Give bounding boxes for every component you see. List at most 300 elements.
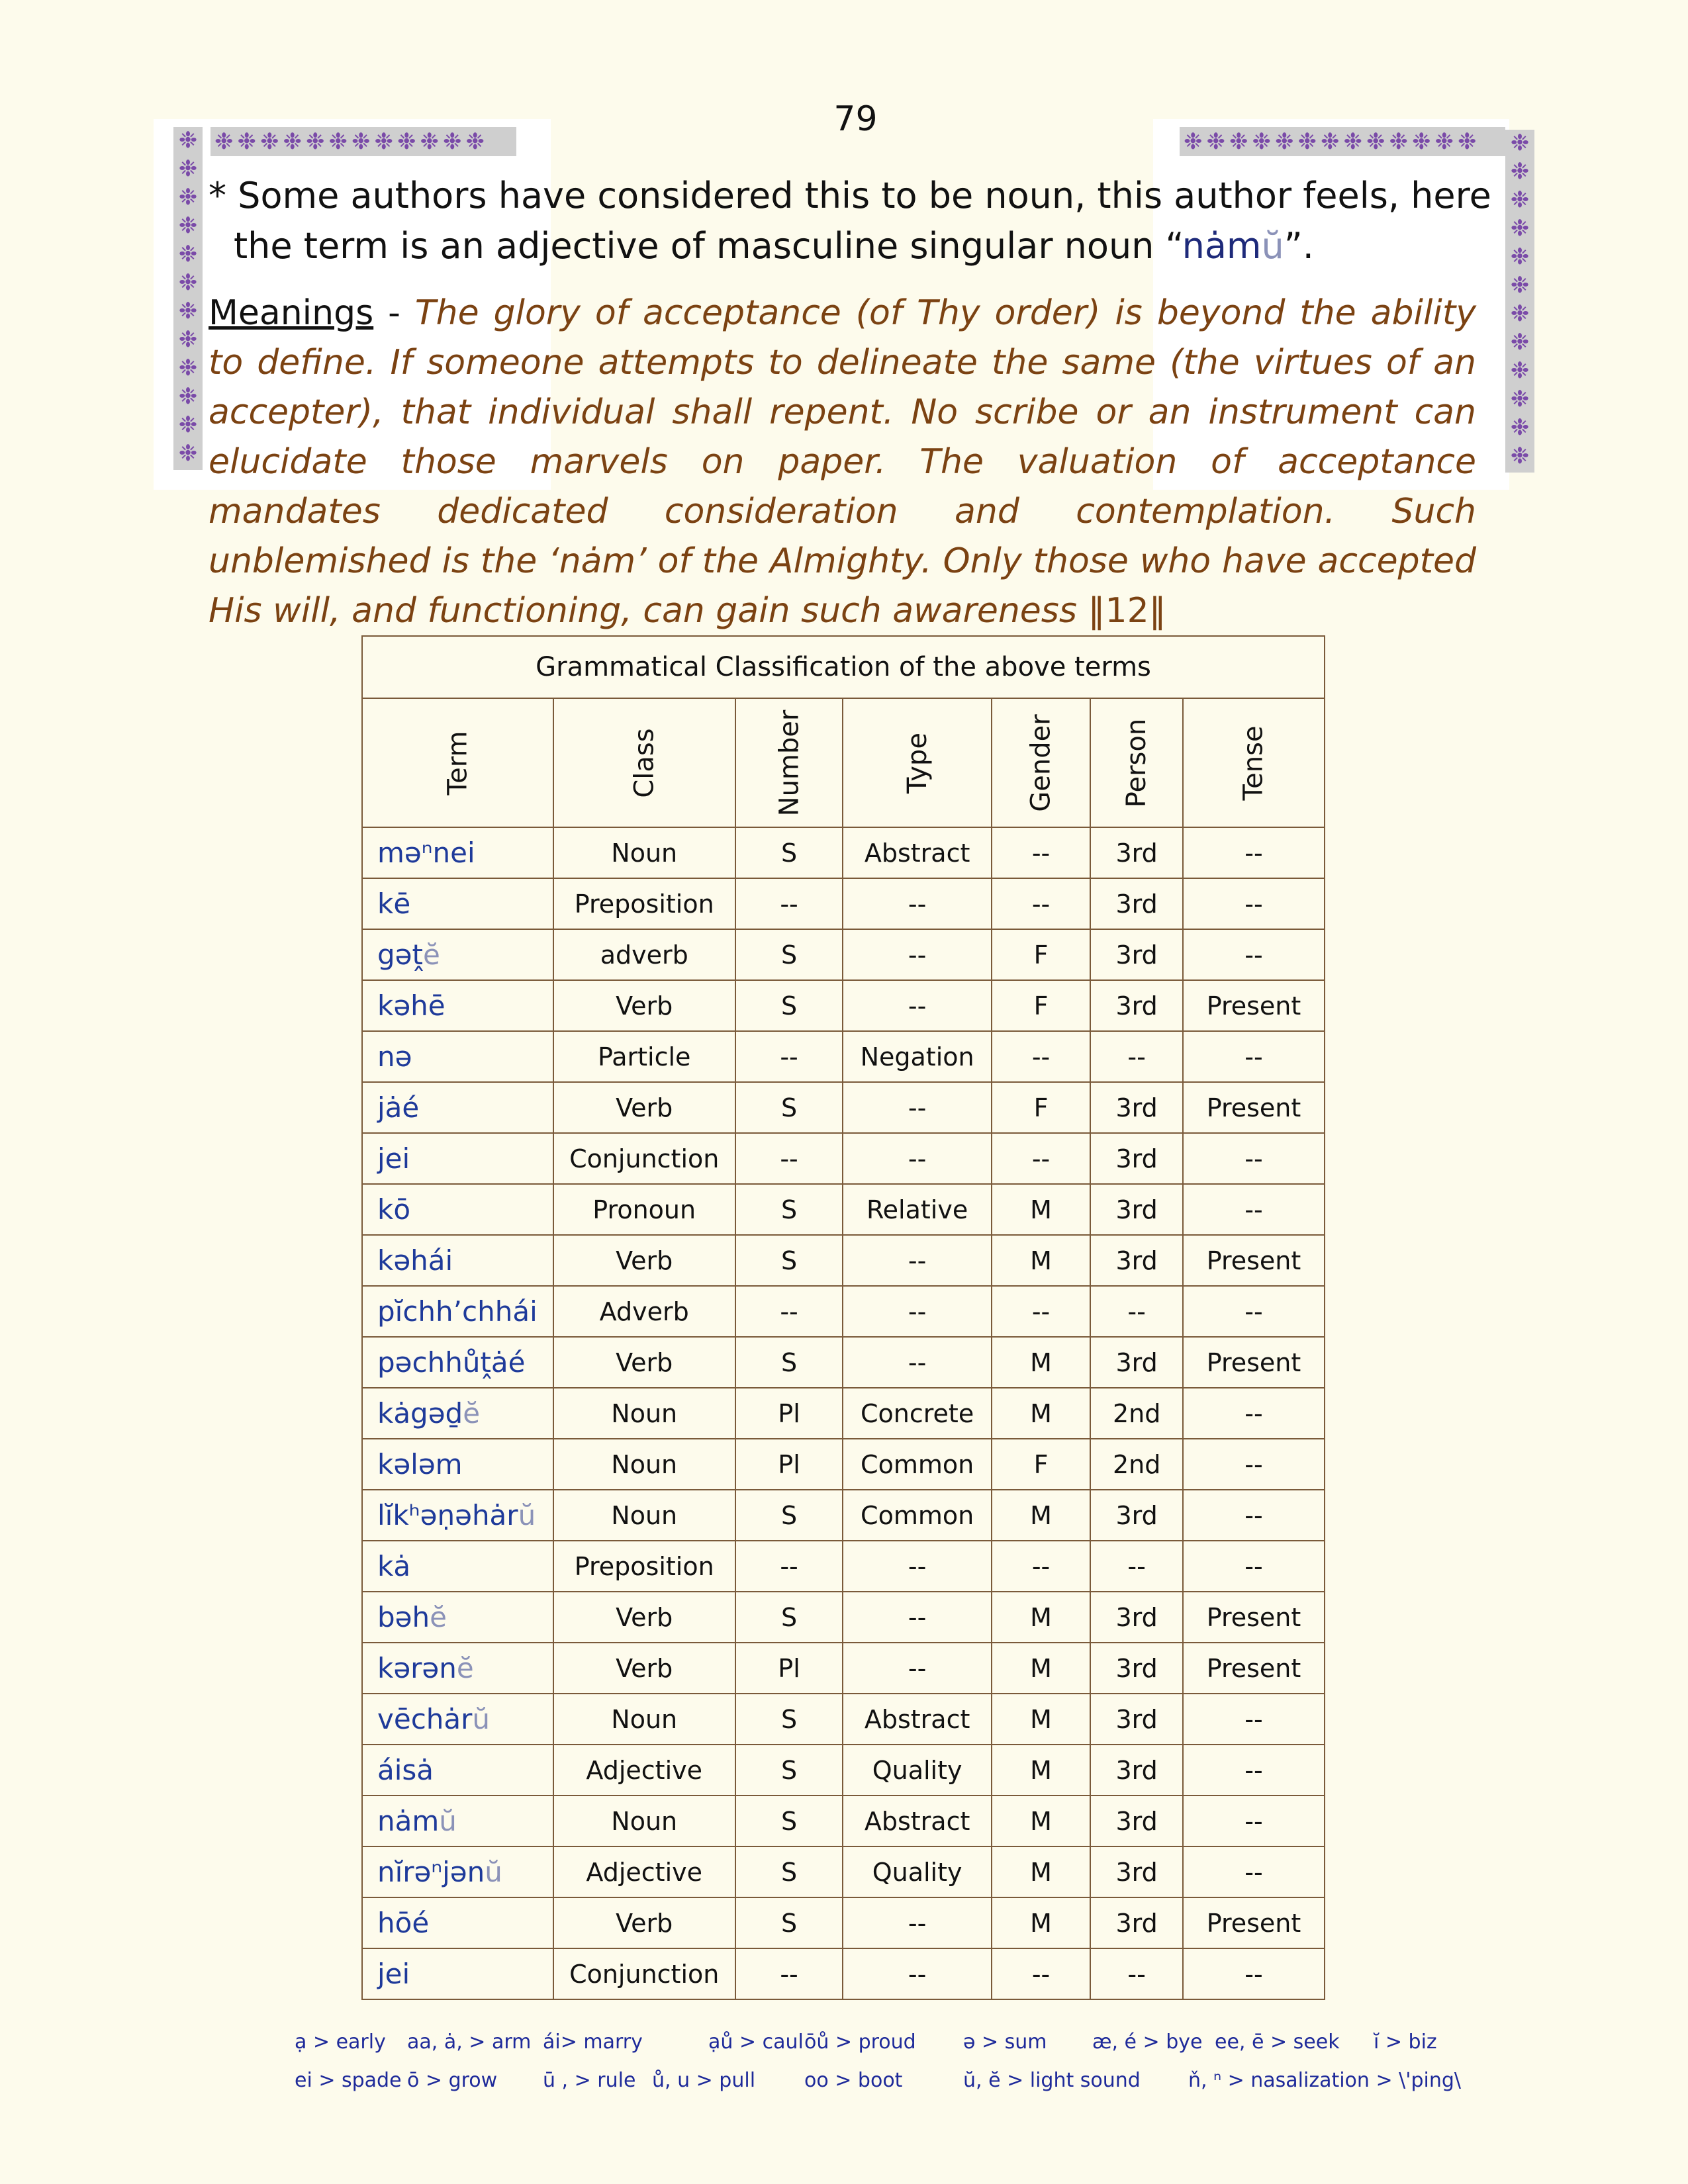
term-cell <box>362 878 553 929</box>
meanings-text: The glory of acceptance (of Thy order) is beyond the ability to define. If someone attempts to delineate the same (the virtues of an accepter), that individual shall repent. No scribe or an instrument can elucidate those marvels on paper. The valuation of acceptance mandates dedicated consideration and contemplation. Such unblemished is the ‘nȧm’ of the Almighty. Only those who have accepted His will, and functioning, can gain such awareness <box>209 293 1476 631</box>
term-cell <box>362 1541 553 1592</box>
ornament-icon: ❉ <box>1389 128 1408 155</box>
term-text: məⁿnei <box>377 837 475 869</box>
ornament-icon: ❉ <box>328 128 348 155</box>
column-header-tense <box>1183 698 1325 827</box>
number-cell: S <box>735 1897 843 1948</box>
tense-cell: Present <box>1183 1337 1325 1388</box>
term-ending: ĕ <box>456 1652 474 1684</box>
type-cell: -- <box>843 1133 991 1184</box>
table-row <box>362 878 1325 929</box>
person-cell: 3rd <box>1090 1133 1183 1184</box>
term-text: nə <box>377 1040 412 1073</box>
table-row <box>362 1592 1325 1643</box>
table-header-row <box>362 698 1325 827</box>
legend-item: ō > grow <box>407 2069 498 2092</box>
footnote <box>209 171 1491 271</box>
table-row <box>362 827 1325 878</box>
term-text: bəh <box>377 1601 430 1633</box>
number-cell: S <box>735 1796 843 1846</box>
tense-cell: -- <box>1183 1948 1325 1999</box>
ornament-border-top-left <box>211 127 516 156</box>
type-cell: -- <box>843 878 991 929</box>
column-header-label: Type <box>902 732 933 794</box>
gender-cell: -- <box>992 1286 1090 1337</box>
ornament-icon: ❉ <box>214 128 234 155</box>
term-cell <box>362 1184 553 1235</box>
ornament-icon: ❉ <box>283 128 302 155</box>
person-cell: 3rd <box>1090 1643 1183 1694</box>
number-cell: -- <box>735 1948 843 1999</box>
person-cell: 3rd <box>1090 1897 1183 1948</box>
person-cell: -- <box>1090 1541 1183 1592</box>
term-cell <box>362 1337 553 1388</box>
tense-cell: -- <box>1183 929 1325 980</box>
term-text: kərən <box>377 1652 457 1684</box>
legend-item: aa, ȧ, > arm <box>407 2030 532 2054</box>
person-cell: 3rd <box>1090 827 1183 878</box>
term-cell <box>362 1948 553 1999</box>
ornament-icon: ❉ <box>178 355 198 381</box>
tense-cell: Present <box>1183 1235 1325 1286</box>
table-row <box>362 1337 1325 1388</box>
gender-cell: M <box>992 1388 1090 1439</box>
gender-cell: -- <box>992 1133 1090 1184</box>
term-text: kələm <box>377 1448 463 1480</box>
ornament-icon: ❉ <box>1252 128 1271 155</box>
type-cell: Abstract <box>843 1694 991 1745</box>
gender-cell: -- <box>992 878 1090 929</box>
ornament-icon: ❉ <box>178 156 198 182</box>
column-header-number <box>735 698 843 827</box>
ornament-icon: ❉ <box>397 128 416 155</box>
class-cell: adverb <box>553 929 735 980</box>
ornament-icon: ❉ <box>178 383 198 410</box>
ornament-icon: ❉ <box>352 128 371 155</box>
table-row <box>362 1897 1325 1948</box>
term-cell <box>362 1490 553 1541</box>
table-row <box>362 1643 1325 1694</box>
person-cell: 3rd <box>1090 1796 1183 1846</box>
number-cell: -- <box>735 878 843 929</box>
person-cell: 3rd <box>1090 1592 1183 1643</box>
class-cell: Preposition <box>553 878 735 929</box>
term-cell <box>362 1897 553 1948</box>
column-header-type <box>843 698 991 827</box>
person-cell: 3rd <box>1090 929 1183 980</box>
gender-cell: M <box>992 1337 1090 1388</box>
column-header-label: Gender <box>1025 713 1056 812</box>
legend-item: ĭ > biz <box>1374 2030 1437 2054</box>
ornament-icon: ❉ <box>178 440 198 467</box>
ornament-icon: ❉ <box>260 128 279 155</box>
person-cell: 3rd <box>1090 1235 1183 1286</box>
person-cell: -- <box>1090 1286 1183 1337</box>
ornament-icon: ❉ <box>1510 215 1530 242</box>
tense-cell: -- <box>1183 1490 1325 1541</box>
class-cell: Conjunction <box>553 1948 735 1999</box>
class-cell: Conjunction <box>553 1133 735 1184</box>
term-cell <box>362 1031 553 1082</box>
ornament-icon: ❉ <box>178 127 198 154</box>
legend-item: ạ > early <box>295 2030 386 2054</box>
ornament-icon: ❉ <box>1321 128 1340 155</box>
class-cell: Verb <box>553 1337 735 1388</box>
number-cell: S <box>735 1592 843 1643</box>
term-text: kəhē <box>377 989 445 1022</box>
ornament-icon: ❉ <box>1366 128 1385 155</box>
class-cell: Adjective <box>553 1745 735 1796</box>
term-text: kȧ <box>377 1550 411 1582</box>
ornament-icon: ❉ <box>1510 187 1530 213</box>
ornament-icon: ❉ <box>1343 128 1362 155</box>
table-row <box>362 929 1325 980</box>
term-ending: ŭ <box>518 1499 536 1531</box>
type-cell: Relative <box>843 1184 991 1235</box>
class-cell: Noun <box>553 827 735 878</box>
type-cell: Abstract <box>843 1796 991 1846</box>
term-cell <box>362 1235 553 1286</box>
term-text: pəchhůṱȧé <box>377 1346 526 1379</box>
gender-cell: -- <box>992 1948 1090 1999</box>
type-cell: -- <box>843 929 991 980</box>
legend-item: ŭ, ĕ > light sound <box>963 2069 1141 2092</box>
number-cell: -- <box>735 1286 843 1337</box>
ornament-icon: ❉ <box>178 212 198 239</box>
gender-cell: M <box>992 1796 1090 1846</box>
person-cell: 3rd <box>1090 1745 1183 1796</box>
number-cell: -- <box>735 1541 843 1592</box>
gender-cell: M <box>992 1694 1090 1745</box>
gender-cell: F <box>992 929 1090 980</box>
gender-cell: F <box>992 1439 1090 1490</box>
ornament-icon: ❉ <box>1510 357 1530 384</box>
gender-cell: -- <box>992 1031 1090 1082</box>
type-cell: Common <box>843 1439 991 1490</box>
tense-cell: -- <box>1183 1745 1325 1796</box>
table-row <box>362 1490 1325 1541</box>
person-cell: -- <box>1090 1948 1183 1999</box>
tense-cell: -- <box>1183 1388 1325 1439</box>
number-cell: -- <box>735 1133 843 1184</box>
term-text: jei <box>377 1142 410 1175</box>
footnote-text: * Some authors have considered this to be noun, this author feels, here the term is an adjective of masculine singular noun “ <box>209 175 1491 267</box>
gender-cell: M <box>992 1745 1090 1796</box>
ornament-icon: ❉ <box>1510 329 1530 355</box>
type-cell: -- <box>843 1897 991 1948</box>
term-text: jei <box>377 1958 410 1990</box>
type-cell: Concrete <box>843 1388 991 1439</box>
column-header-label: Person <box>1121 718 1152 807</box>
gender-cell: -- <box>992 827 1090 878</box>
type-cell: -- <box>843 1235 991 1286</box>
legend-item: ōů > proud <box>804 2030 916 2054</box>
number-cell: Pl <box>735 1388 843 1439</box>
class-cell: Verb <box>553 1235 735 1286</box>
term-cell <box>362 929 553 980</box>
person-cell: 2nd <box>1090 1388 1183 1439</box>
ornament-icon: ❉ <box>1229 128 1248 155</box>
table-row <box>362 1235 1325 1286</box>
term-text: jȧé <box>377 1091 420 1124</box>
column-header-label: Number <box>774 709 805 816</box>
column-header-class <box>553 698 735 827</box>
class-cell: Verb <box>553 1897 735 1948</box>
term-cell <box>362 1643 553 1694</box>
legend-item: oo > boot <box>804 2069 903 2092</box>
person-cell: 3rd <box>1090 1846 1183 1897</box>
ornament-icon: ❉ <box>465 128 485 155</box>
term-cell <box>362 1388 553 1439</box>
table-row <box>362 980 1325 1031</box>
term-text: kəhái <box>377 1244 453 1277</box>
term-ending: ĕ <box>430 1601 447 1633</box>
table-row <box>362 1184 1325 1235</box>
tense-cell: -- <box>1183 1694 1325 1745</box>
gender-cell: -- <box>992 1541 1090 1592</box>
legend-item: ái> marry <box>543 2030 643 2054</box>
gender-cell: M <box>992 1235 1090 1286</box>
term-text: pĭchh’chhái <box>377 1295 538 1328</box>
ornament-icon: ❉ <box>178 412 198 438</box>
tense-cell: Present <box>1183 1592 1325 1643</box>
class-cell: Pronoun <box>553 1184 735 1235</box>
ornament-icon: ❉ <box>306 128 325 155</box>
table-row <box>362 1031 1325 1082</box>
term-cell <box>362 1694 553 1745</box>
term-text: áisȧ <box>377 1754 434 1786</box>
footnote-term-ending: ŭ <box>1261 225 1284 267</box>
tense-cell: -- <box>1183 1796 1325 1846</box>
gender-cell: M <box>992 1897 1090 1948</box>
ornament-icon: ❉ <box>1510 272 1530 298</box>
table-row <box>362 1948 1325 1999</box>
term-ending: ŭ <box>439 1805 457 1837</box>
ornament-icon: ❉ <box>1510 443 1530 469</box>
person-cell: 3rd <box>1090 1337 1183 1388</box>
term-text: kē <box>377 887 411 920</box>
class-cell: Noun <box>553 1439 735 1490</box>
type-cell: Quality <box>843 1846 991 1897</box>
ornament-icon: ❉ <box>178 184 198 210</box>
term-ending: ŭ <box>472 1703 491 1735</box>
grammar-table <box>361 635 1325 2000</box>
class-cell: Verb <box>553 1082 735 1133</box>
gender-cell: M <box>992 1643 1090 1694</box>
ornament-icon: ❉ <box>1206 128 1225 155</box>
number-cell: S <box>735 1490 843 1541</box>
ornament-icon: ❉ <box>178 298 198 324</box>
legend-item: ạů > caul <box>708 2030 804 2054</box>
tense-cell: -- <box>1183 1541 1325 1592</box>
ornament-icon: ❉ <box>1510 158 1530 185</box>
table-row <box>362 1439 1325 1490</box>
number-cell: S <box>735 1337 843 1388</box>
class-cell: Adjective <box>553 1846 735 1897</box>
tense-cell: -- <box>1183 1133 1325 1184</box>
legend-item: ei > spade <box>295 2069 402 2092</box>
number-cell: S <box>735 929 843 980</box>
term-cell <box>362 1796 553 1846</box>
table-row <box>362 1796 1325 1846</box>
class-cell: Preposition <box>553 1541 735 1592</box>
tense-cell: Present <box>1183 1643 1325 1694</box>
pronunciation-legend <box>295 2030 1499 2097</box>
person-cell: 3rd <box>1090 1184 1183 1235</box>
ornament-icon: ❉ <box>178 326 198 353</box>
class-cell: Adverb <box>553 1286 735 1337</box>
ornament-icon: ❉ <box>178 269 198 296</box>
term-cell <box>362 1592 553 1643</box>
type-cell: -- <box>843 1643 991 1694</box>
gender-cell: F <box>992 1082 1090 1133</box>
type-cell: Common <box>843 1490 991 1541</box>
ornament-icon: ❉ <box>443 128 462 155</box>
ornament-border-right <box>1505 130 1534 473</box>
type-cell: Negation <box>843 1031 991 1082</box>
term-ending: ŭ <box>485 1856 502 1888</box>
legend-item: ee, ē > seek <box>1215 2030 1340 2054</box>
type-cell: -- <box>843 1286 991 1337</box>
tense-cell: -- <box>1183 1031 1325 1082</box>
class-cell: Verb <box>553 980 735 1031</box>
type-cell: -- <box>843 980 991 1031</box>
gender-cell: M <box>992 1490 1090 1541</box>
term-cell <box>362 1133 553 1184</box>
table-row <box>362 1082 1325 1133</box>
legend-item: ň, ⁿ > nasalization > \'ping\ <box>1188 2069 1462 2092</box>
table-row <box>362 1541 1325 1592</box>
ornament-icon: ❉ <box>420 128 439 155</box>
number-cell: S <box>735 1082 843 1133</box>
person-cell: -- <box>1090 1031 1183 1082</box>
ornament-icon: ❉ <box>1510 130 1530 156</box>
ornament-icon: ❉ <box>1510 386 1530 412</box>
legend-item: ə > sum <box>963 2030 1047 2054</box>
legend-item: æ, é > bye <box>1092 2030 1203 2054</box>
class-cell: Verb <box>553 1643 735 1694</box>
person-cell: 3rd <box>1090 1082 1183 1133</box>
term-text: kȧgəḏ <box>377 1397 463 1430</box>
number-cell: S <box>735 827 843 878</box>
column-header-label: Term <box>442 731 473 795</box>
class-cell: Noun <box>553 1796 735 1846</box>
ornament-border-left <box>173 127 203 470</box>
table-row <box>362 1694 1325 1745</box>
class-cell: Noun <box>553 1388 735 1439</box>
gender-cell: M <box>992 1592 1090 1643</box>
tense-cell: Present <box>1183 1897 1325 1948</box>
number-cell: Pl <box>735 1439 843 1490</box>
footnote-term: nȧm <box>1182 225 1262 267</box>
ornament-icon: ❉ <box>178 241 198 267</box>
gender-cell: M <box>992 1846 1090 1897</box>
number-cell: S <box>735 1235 843 1286</box>
table-row <box>362 1846 1325 1897</box>
number-cell: S <box>735 1184 843 1235</box>
term-text: lĭkʰəṇəhȧr <box>377 1499 518 1531</box>
table-row <box>362 1745 1325 1796</box>
term-ending: ĕ <box>422 938 440 971</box>
ornament-icon: ❉ <box>1412 128 1431 155</box>
legend-item: ů, u > pull <box>652 2069 756 2092</box>
ornament-icon: ❉ <box>1275 128 1294 155</box>
term-text: hōé <box>377 1907 430 1939</box>
verse-number: ‖12‖ <box>1088 591 1166 631</box>
footnote-suffix: ”. <box>1284 225 1314 267</box>
type-cell: -- <box>843 1082 991 1133</box>
ornament-icon: ❉ <box>1297 128 1317 155</box>
ornament-icon: ❉ <box>1434 128 1454 155</box>
tense-cell: -- <box>1183 1846 1325 1897</box>
ornament-icon: ❉ <box>1510 244 1530 270</box>
number-cell: S <box>735 1846 843 1897</box>
ornament-icon: ❉ <box>237 128 256 155</box>
page-number: 79 <box>833 99 878 139</box>
tense-cell: -- <box>1183 827 1325 878</box>
type-cell: -- <box>843 1948 991 1999</box>
term-text: vēchȧr <box>377 1703 473 1735</box>
term-cell <box>362 827 553 878</box>
tense-cell: -- <box>1183 1184 1325 1235</box>
meanings-dash: - <box>373 293 415 333</box>
tense-cell: -- <box>1183 1439 1325 1490</box>
class-cell: Noun <box>553 1694 735 1745</box>
meanings-label: Meanings <box>209 293 374 333</box>
ornament-icon: ❉ <box>1510 414 1530 441</box>
column-header-label: Tense <box>1239 725 1270 801</box>
tense-cell: Present <box>1183 1082 1325 1133</box>
term-cell <box>362 1439 553 1490</box>
type-cell: -- <box>843 1541 991 1592</box>
number-cell: S <box>735 980 843 1031</box>
term-text: kō <box>377 1193 411 1226</box>
meanings-paragraph <box>209 289 1476 636</box>
column-header-gender <box>992 698 1090 827</box>
ornament-icon: ❉ <box>1458 128 1477 155</box>
table-body <box>362 827 1325 1999</box>
number-cell: Pl <box>735 1643 843 1694</box>
person-cell: 3rd <box>1090 1694 1183 1745</box>
gender-cell: M <box>992 1184 1090 1235</box>
class-cell: Particle <box>553 1031 735 1082</box>
ornament-border-top-right <box>1180 127 1505 156</box>
type-cell: Quality <box>843 1745 991 1796</box>
term-cell <box>362 1082 553 1133</box>
type-cell: Abstract <box>843 827 991 878</box>
term-ending: ĕ <box>463 1397 481 1430</box>
type-cell: -- <box>843 1592 991 1643</box>
term-cell <box>362 1745 553 1796</box>
term-text: gəṱ <box>377 938 423 971</box>
person-cell: 3rd <box>1090 878 1183 929</box>
number-cell: -- <box>735 1031 843 1082</box>
term-cell <box>362 980 553 1031</box>
tense-cell: -- <box>1183 1286 1325 1337</box>
tense-cell: Present <box>1183 980 1325 1031</box>
gender-cell: F <box>992 980 1090 1031</box>
class-cell: Noun <box>553 1490 735 1541</box>
ornament-icon: ❉ <box>1510 300 1530 327</box>
column-header-term <box>362 698 553 827</box>
table-caption: Grammatical Classification of the above terms <box>362 636 1325 698</box>
person-cell: 3rd <box>1090 1490 1183 1541</box>
class-cell: Verb <box>553 1592 735 1643</box>
ornament-icon: ❉ <box>374 128 393 155</box>
table-row <box>362 1388 1325 1439</box>
number-cell: S <box>735 1745 843 1796</box>
table-row <box>362 1133 1325 1184</box>
